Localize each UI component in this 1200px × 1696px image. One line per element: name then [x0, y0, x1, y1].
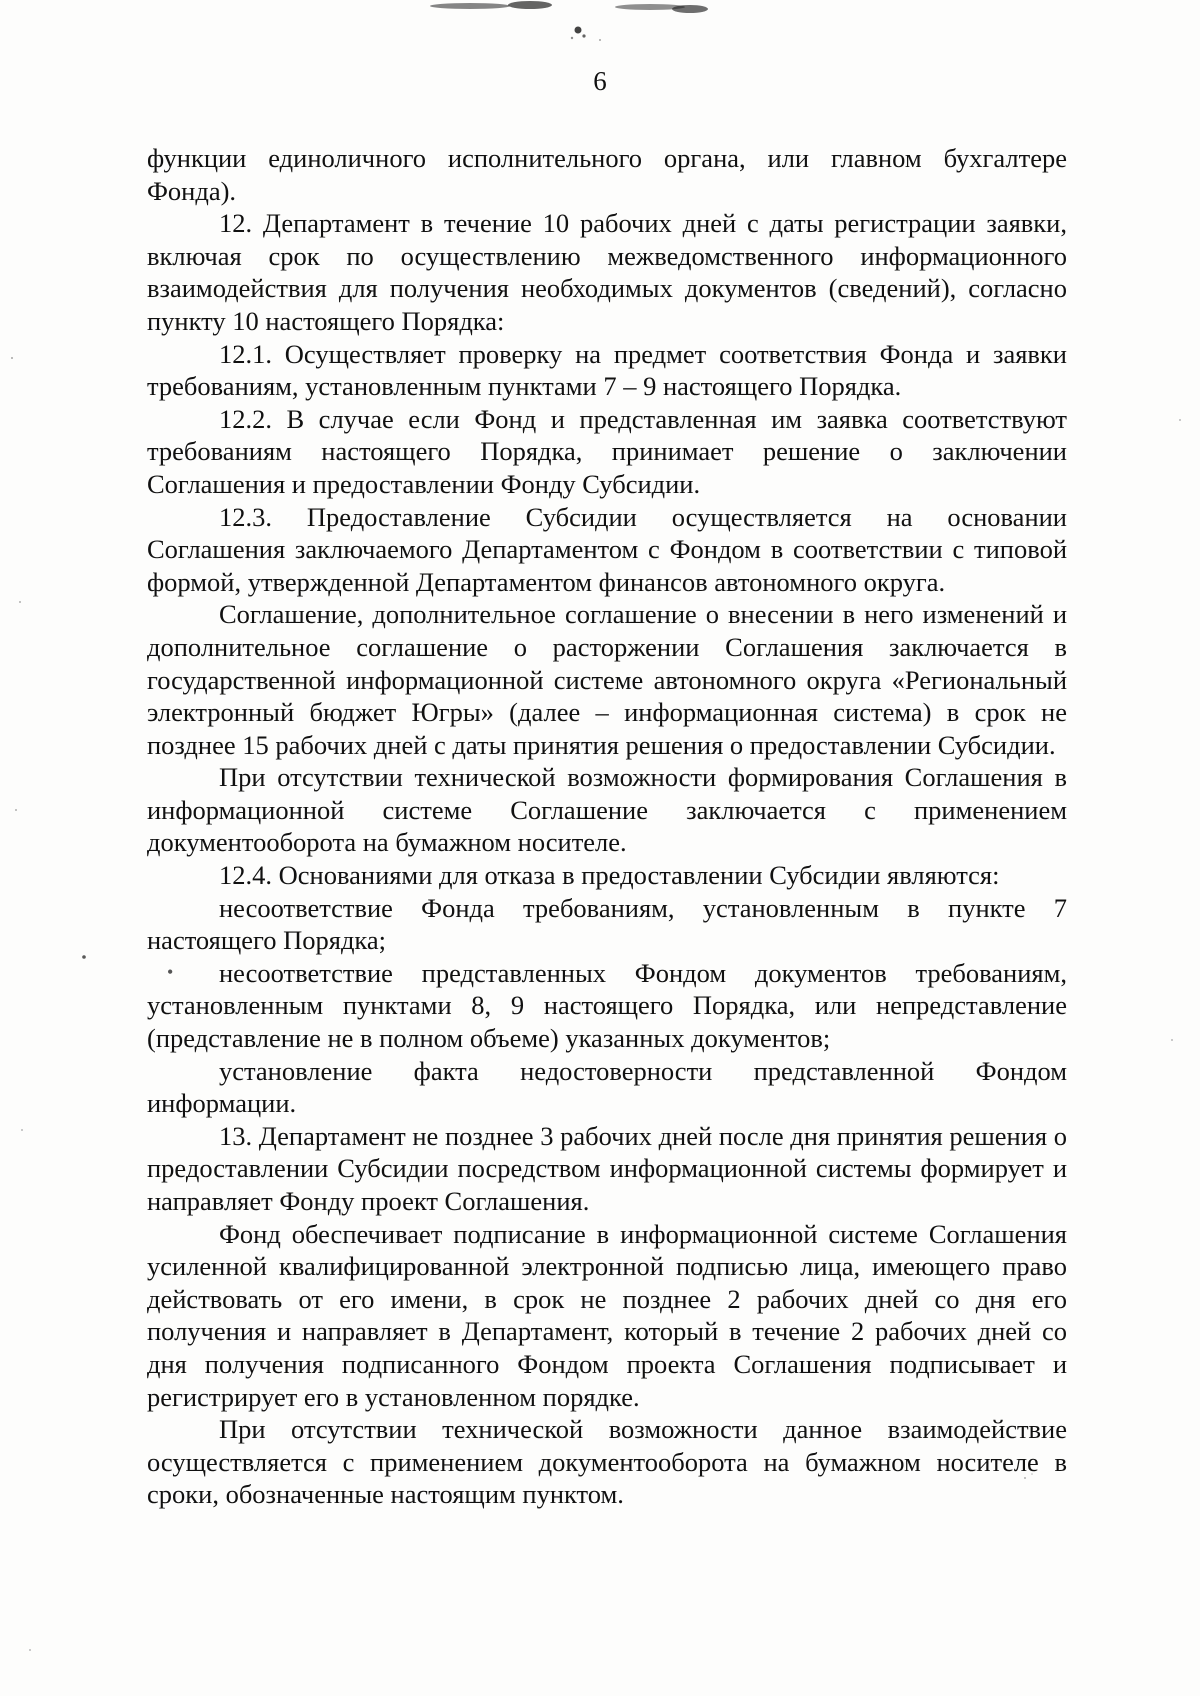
paragraph-agreement-info-system: Соглашение, дополнительное соглашение о внесении в него изменений и дополнительное соглашение о расторжении Соглашения заключается в государственной информационной системе автономного округа «Региональный электронный бюджет Югры» (далее – информационная система) в срок не позднее 15 рабочих дней с даты принятия решения о предоставлении Субсидии.: [147, 599, 1067, 760]
paragraph-fund-functions-end: функции единоличного исполнительного органа, или главном бухгалтере Фонда).: [147, 143, 1067, 206]
paragraph-12-4: 12.4. Основаниями для отказа в предоставлении Субсидии являются:: [219, 860, 1000, 891]
paragraph-12-1: 12.1. Осуществляет проверку на предмет соответствия Фонда и заявки требованиям, установленным пунктами 7 – 9 настоящего Порядка.: [147, 338, 1067, 402]
paragraph-paper-agreement: При отсутствии технической возможности формирования Соглашения в информационной системе Соглашение заключается с применением документооборота на бумажном носителе.: [147, 762, 1067, 858]
refusal-reason-2: несоответствие представленных Фондом документов требованиям, установленным пунктами 8, 9 настоящего Порядка, или непредставление (представление не в полном объеме) указанных документов;: [147, 957, 1067, 1054]
paragraph-12: 12. Департамент в течение 10 рабочих дней с даты регистрации заявки, включая срок по осуществлению межведомственного информационного взаимодействия для получения необходимых документов (сведений), согласно пункту 10 настоящего Порядка:: [147, 208, 1067, 336]
paragraph-12-3: 12.3. Предоставление Субсидии осуществляется на основании Соглашения заключаемого Департаментом с Фондом в соответствии с типовой формой, утвержденной Департаментом финансов автономного округа.: [147, 501, 1067, 597]
paragraph-paper-interaction: При отсутствии технической возможности данное взаимодействие осуществляется с применением документооборота на бумажном носителе в сроки, обозначенные настоящим пунктом.: [147, 1414, 1067, 1510]
paragraph-fund-signing: Фонд обеспечивает подписание в информационной системе Соглашения усиленной квалифицированной электронной подписью лица, имеющего право действовать от его имени, в срок не позднее 2 рабочих дней со дня его получения и направляет в Департамент, который в течение 2 рабочих дней со дня получения подписанного Фондом проекта Соглашения подписывает и регистрирует его в установленном порядке.: [147, 1218, 1067, 1412]
paragraph-12-2: 12.2. В случае если Фонд и представленная им заявка соответствуют требованиям настоящего Порядка, принимает решение о заключении Соглашения и предоставлении Фонду Субсидии.: [147, 403, 1067, 499]
refusal-reason-3: установление факта недостоверности представленной Фондом информации.: [147, 1055, 1067, 1119]
page-number: 6: [593, 66, 607, 96]
refusal-reason-1: несоответствие Фонда требованиям, установленным в пункте 7 настоящего Порядка;: [147, 892, 1067, 956]
paragraph-13: 13. Департамент не позднее 3 рабочих дней после дня принятия решения о предоставлении Субсидии посредством информационной системы формирует и направляет Фонду проект Соглашения.: [147, 1120, 1067, 1216]
stray-scan-mark: •: [167, 962, 174, 982]
document-body: [147, 142, 1067, 1511]
